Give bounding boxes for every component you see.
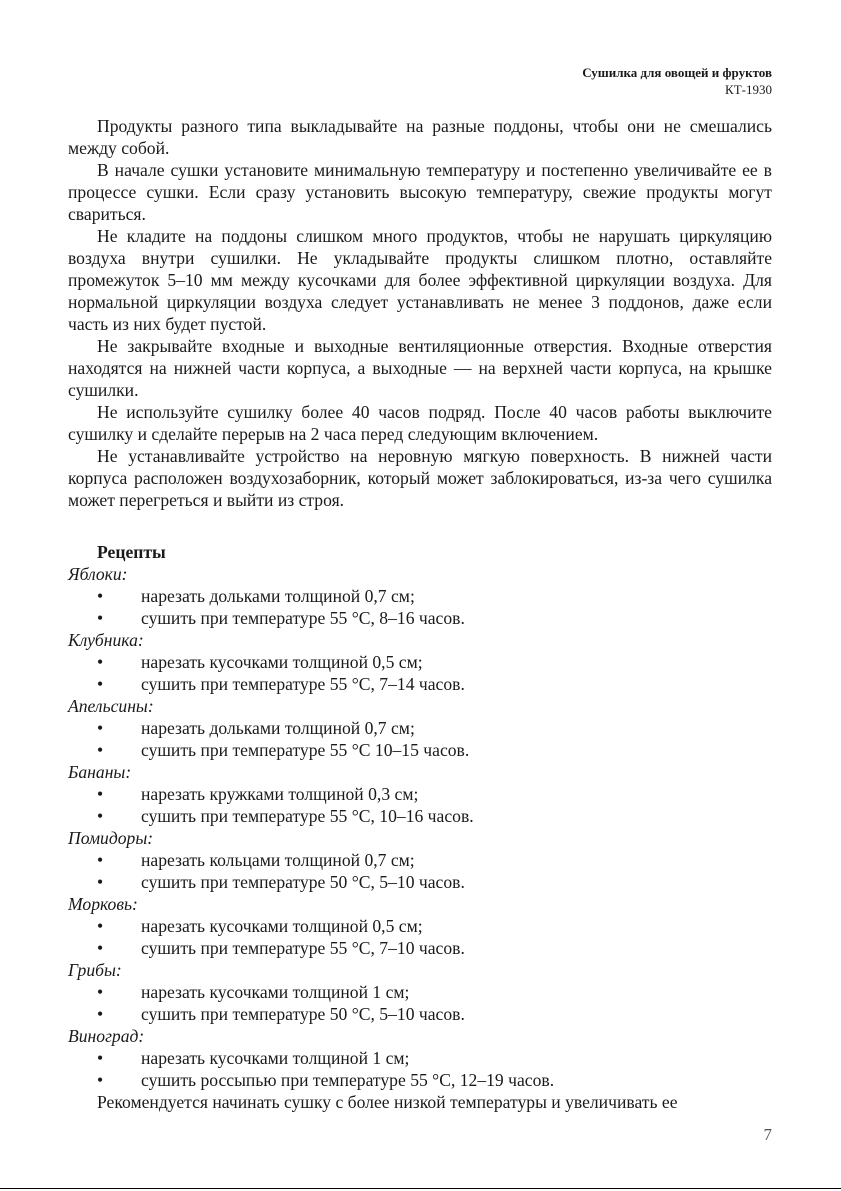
step-text: сушить при температуре 55 °C 10–15 часов. — [141, 740, 470, 760]
step-text: сушить россыпью при температуре 55 °C, 12–19 часов. — [141, 1070, 555, 1090]
step-text: сушить при температуре 50 °C, 5–10 часов. — [141, 1004, 465, 1024]
bullet: • — [97, 938, 104, 958]
recipe-steps — [68, 981, 772, 1025]
recipe-apples — [68, 563, 772, 629]
recipe-name: Бананы: — [68, 762, 132, 782]
bullet: • — [97, 674, 104, 694]
bullet: • — [97, 740, 104, 760]
step-text: сушить при температуре 55 °C, 7–10 часов. — [141, 938, 465, 958]
list-item — [68, 1047, 772, 1069]
recipe-steps — [68, 915, 772, 959]
step-text: нарезать дольками толщиной 0,7 см; — [141, 718, 415, 738]
recipe-steps — [68, 1047, 772, 1091]
step-text: сушить при температуре 55 °C, 8–16 часов. — [141, 608, 465, 628]
list-item — [68, 1003, 772, 1025]
paragraph-vents: Не закрывайте входные и выходные вентиляционные отверстия. Входные отверстия находятся на нижней части корпуса, а выходные — на верхней части корпуса, на крышке сушилки. — [68, 336, 772, 400]
bottom-rule — [0, 1188, 841, 1189]
recipe-strawberry — [68, 629, 772, 695]
recipe-carrot — [68, 893, 772, 959]
recipe-mushrooms — [68, 959, 772, 1025]
list-item — [68, 783, 772, 805]
recipe-steps — [68, 783, 772, 827]
recipe-name: Апельсины: — [68, 696, 154, 716]
paragraph-tray-types: Продукты разного типа выкладывайте на разные поддоны, чтобы они не смешались между собой. — [68, 116, 772, 158]
recipe-name: Помидоры: — [68, 828, 154, 848]
recipe-name: Морковь: — [68, 894, 138, 914]
paragraph-closing: Рекомендуется начинать сушку с более низкой температуры и увеличивать ее — [97, 1092, 678, 1112]
page-content — [68, 115, 772, 1113]
list-item — [68, 651, 772, 673]
recipe-name: Яблоки: — [68, 564, 128, 584]
step-text: нарезать кусочками толщиной 0,5 см; — [141, 916, 423, 936]
bullet: • — [97, 1004, 104, 1024]
header-title: Сушилка для овощей и фруктов — [582, 65, 772, 80]
bullet: • — [97, 872, 104, 892]
recipe-tomatoes — [68, 827, 772, 893]
list-item — [68, 673, 772, 695]
recipe-steps — [68, 849, 772, 893]
step-text: нарезать кружками толщиной 0,3 см; — [141, 784, 419, 804]
page-number: 7 — [763, 1125, 772, 1144]
recipes-heading: Рецепты — [97, 542, 166, 562]
list-item — [68, 915, 772, 937]
bullet: • — [97, 586, 104, 606]
step-text: нарезать дольками толщиной 0,7 см; — [141, 586, 415, 606]
bullet: • — [97, 982, 104, 1002]
step-text: нарезать кольцами толщиной 0,7 см; — [141, 850, 415, 870]
step-text: сушить при температуре 55 °C, 7–14 часов. — [141, 674, 465, 694]
recipe-steps — [68, 651, 772, 695]
list-item — [68, 739, 772, 761]
list-item — [68, 1069, 772, 1091]
bullet: • — [97, 608, 104, 628]
bullet: • — [97, 850, 104, 870]
list-item — [68, 717, 772, 739]
list-item — [68, 607, 772, 629]
step-text: сушить при температуре 50 °C, 5–10 часов. — [141, 872, 465, 892]
step-text: нарезать кусочками толщиной 0,5 см; — [141, 652, 423, 672]
recipe-bananas — [68, 761, 772, 827]
list-item — [68, 937, 772, 959]
paragraph-surface: Не устанавливайте устройство на неровную мягкую поверхность. В нижней части корпуса расположен воздухозаборник, который может заблокироваться, из-за чего сушилка может перегреться и выйти из строя. — [68, 446, 772, 510]
recipe-grapes — [68, 1025, 772, 1091]
step-text: нарезать кусочками толщиной 1 см; — [141, 1048, 410, 1068]
list-item — [68, 585, 772, 607]
bullet: • — [97, 784, 104, 804]
bullet: • — [97, 916, 104, 936]
recipe-name: Клубника: — [68, 630, 144, 650]
recipe-name: Грибы: — [68, 960, 122, 980]
bullet: • — [97, 1048, 104, 1068]
list-item — [68, 871, 772, 893]
list-item — [68, 805, 772, 827]
page-header — [582, 64, 772, 98]
bullet: • — [97, 718, 104, 738]
list-item — [68, 981, 772, 1003]
paragraph-air-circulation: Не кладите на поддоны слишком много продуктов, чтобы не нарушать циркуляцию воздуха внутри сушилки. Не укладывайте продукты слишком плотно, оставляйте промежуток 5–10 мм между кусочками для более эффективной циркуляции воздуха. Для нормальной циркуляции воздуха следует устанавливать не менее 3 поддонов, даже если часть из них будет пустой. — [68, 226, 772, 334]
list-item — [68, 849, 772, 871]
recipe-name: Виноград: — [68, 1026, 145, 1046]
step-text: сушить при температуре 55 °C, 10–16 часов. — [141, 806, 474, 826]
recipe-steps — [68, 717, 772, 761]
paragraph-temperature: В начале сушки установите минимальную температуру и постепенно увеличивайте ее в процессе сушки. Если сразу установить высокую температуру, свежие продукты могут свариться. — [68, 160, 772, 224]
bullet: • — [97, 806, 104, 826]
recipe-oranges — [68, 695, 772, 761]
bullet: • — [97, 652, 104, 672]
header-model: КТ-1930 — [725, 82, 772, 97]
paragraph-usage-time: Не используйте сушилку более 40 часов подряд. После 40 часов работы выключите сушилку и сделайте перерыв на 2 часа перед следующим включением. — [68, 402, 772, 444]
step-text: нарезать кусочками толщиной 1 см; — [141, 982, 410, 1002]
recipe-steps — [68, 585, 772, 629]
bullet: • — [97, 1070, 104, 1090]
